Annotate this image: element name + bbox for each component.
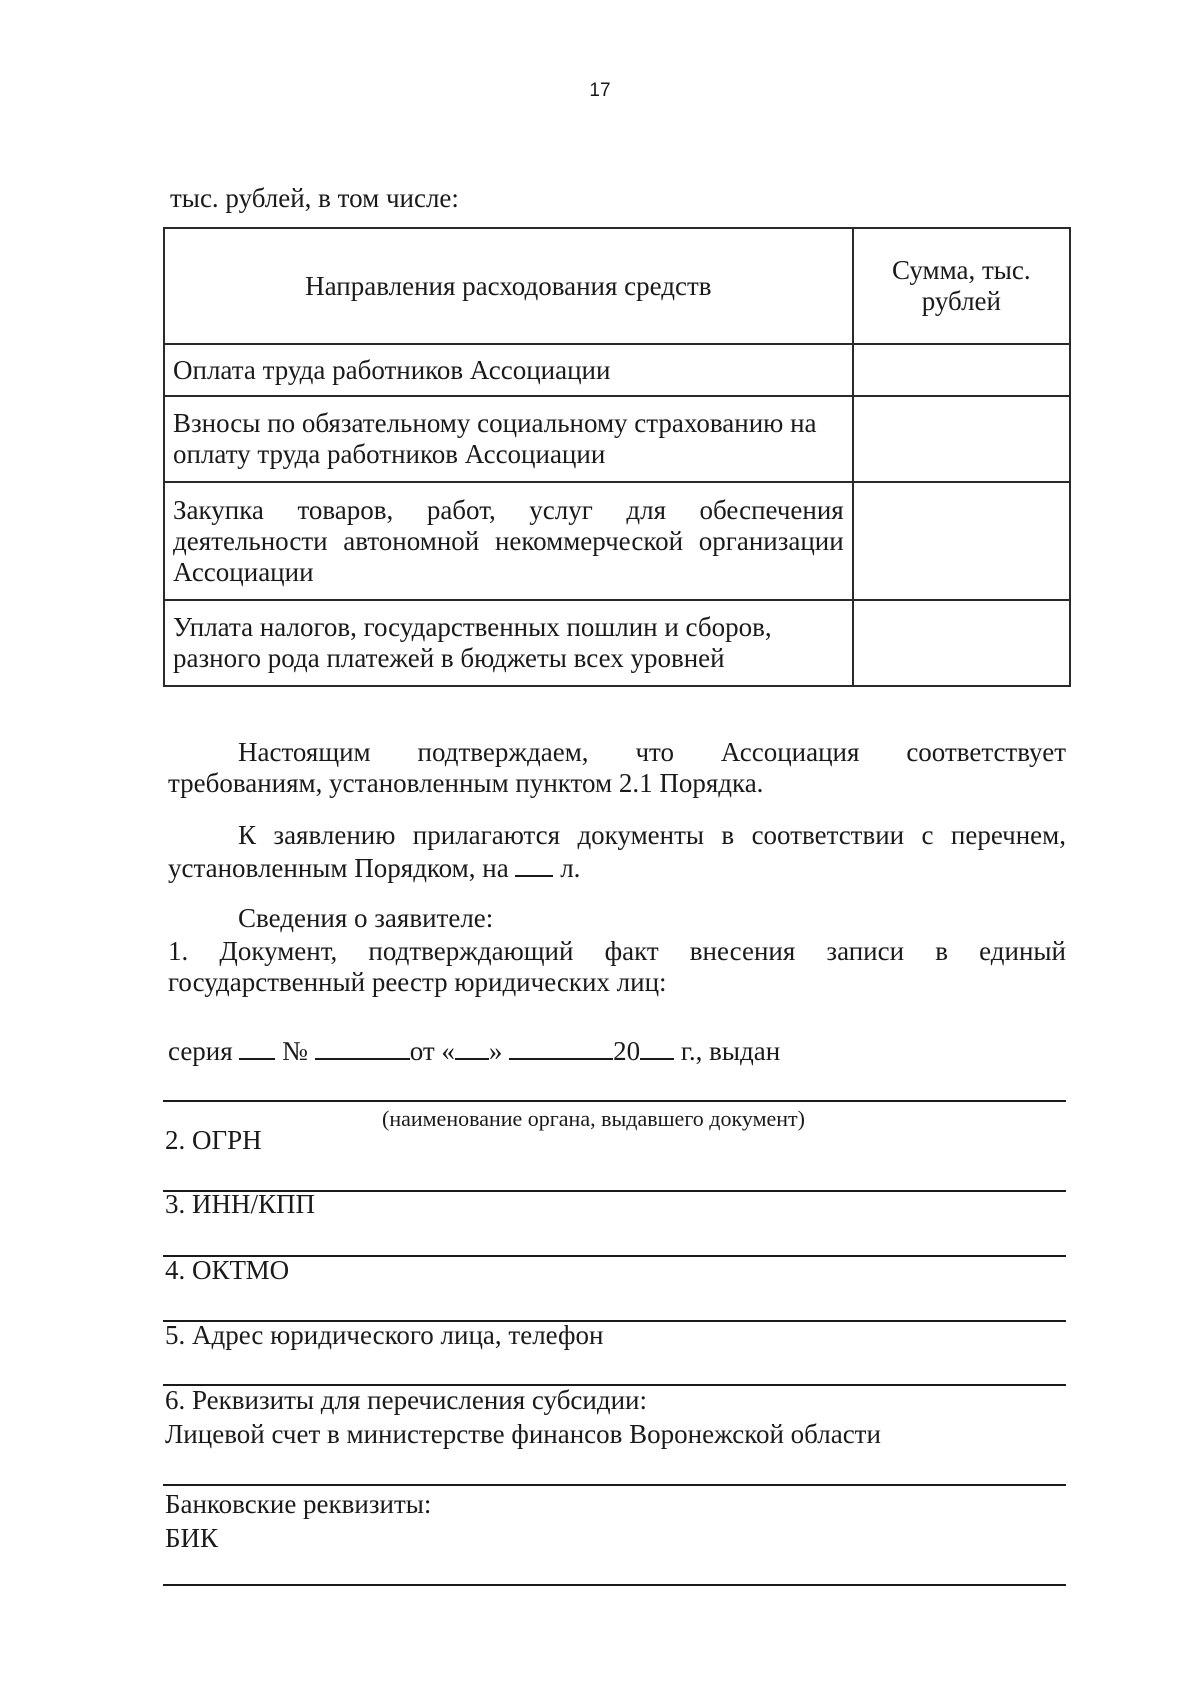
row-amount-cell[interactable] [853, 396, 1070, 482]
inn-kpp-label: 3. ИНН/КПП [165, 1189, 316, 1219]
personal-account-label: Лицевой счет в министерстве финансов Воронежской области [165, 1419, 881, 1449]
row-direction: Оплата труда работников Ассоциации [164, 344, 853, 396]
table-row [164, 396, 1070, 482]
header-directions: Направления расходования средств [164, 228, 853, 344]
applicant-heading: Сведения о заявителе: [238, 903, 494, 933]
month-blank[interactable] [509, 1034, 613, 1060]
table-header-row [164, 228, 1070, 344]
row-amount-cell[interactable] [853, 600, 1070, 686]
issuer-caption: (наименование органа, выдавшего документ) [382, 1106, 805, 1131]
ogrn-label: 2. ОГРН [165, 1125, 262, 1155]
expenditure-table [163, 227, 1071, 687]
row-direction: Уплата налогов, государственных пошлин и сборов, разного рода платежей в бюджеты всех уровней [164, 600, 853, 686]
personal-account-line[interactable] [163, 1484, 1066, 1486]
table-row [164, 600, 1070, 686]
intro-text: тыс. рублей, в том числе: [170, 183, 459, 213]
series-number-line: серия № от « » 20 г., выдан [168, 1036, 781, 1066]
day-blank[interactable] [455, 1034, 489, 1060]
series-blank[interactable] [239, 1034, 275, 1060]
row-amount-cell[interactable] [853, 344, 1070, 396]
confirmation-paragraph: Настоящим подтверждаем, что Ассоциация соответствует требованиям, установленным пунктом 2.1 Порядка. [168, 737, 1066, 798]
page-number: 17 [589, 80, 611, 101]
bik-line[interactable] [163, 1584, 1066, 1586]
requisites-label: 6. Реквизиты для перечисления субсидии: [165, 1385, 648, 1415]
attachments-paragraph: К заявлению прилагаются документы в соответствии с перечнем, установленным Порядком, на л. [168, 820, 1066, 883]
bank-requisites-label: Банковские реквизиты: [165, 1489, 432, 1519]
table-row [164, 344, 1070, 396]
oktmo-label: 4. ОКТМО [165, 1255, 290, 1285]
bik-label: БИК [165, 1523, 219, 1553]
pages-count-blank[interactable] [515, 851, 553, 877]
inn-kpp-line[interactable] [163, 1255, 1066, 1257]
row-amount-cell[interactable] [853, 482, 1070, 600]
table-row [164, 482, 1070, 600]
issuer-line[interactable] [163, 1100, 1066, 1102]
item-1-paragraph: 1. Документ, подтверждающий факт внесения записи в единый государственный реестр юридических лиц: [168, 936, 1066, 997]
year-blank[interactable] [640, 1034, 674, 1060]
row-direction: Закупка товаров, работ, услуг для обеспечения деятельности автономной некоммерческой организации Ассоциации [164, 482, 853, 600]
address-label: 5. Адрес юридического лица, телефон [165, 1320, 604, 1350]
number-blank[interactable] [315, 1034, 410, 1060]
header-amount: Сумма, тыс. рублей [853, 228, 1070, 344]
row-direction: Взносы по обязательному социальному страхованию на оплату труда работников Ассоциации [164, 396, 853, 482]
